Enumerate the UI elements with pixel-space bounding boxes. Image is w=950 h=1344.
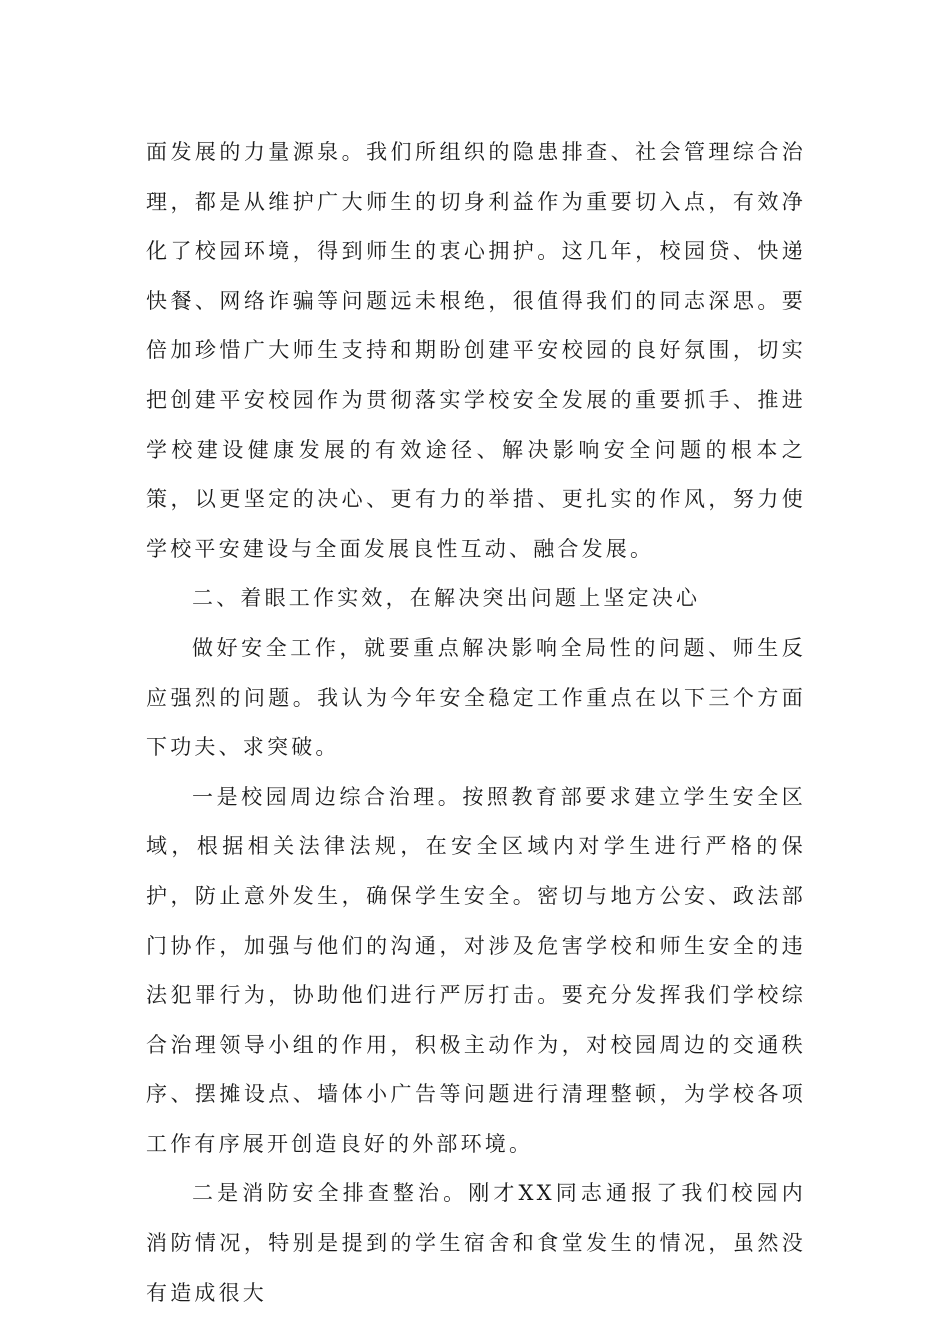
section-heading: 二、着眼工作实效，在解决突出问题上坚定决心	[192, 586, 701, 611]
document-body	[146, 128, 806, 1318]
paragraph-fire-safety: 二是消防安全排查整治。刚才XX同志通报了我们校园内消防情况，特别是提到的学生宿舍和食堂发生的情况，虽然没有造成很大	[146, 1181, 806, 1305]
paragraph-continuation: 面发展的力量源泉。我们所组织的隐患排查、社会管理综合治理，都是从维护广大师生的切身利益作为重要切入点，有效净化了校园环境，得到师生的衷心拥护。这几年，校园贷、快递快餐、网络诈骗等问题远未根绝，很值得我们的同志深思。要倍加珍惜广大师生支持和期盼创建平安校园的良好氛围，切实把创建平安校园作为贯彻落实学校安全发展的重要抓手、推进学校建设健康发展的有效途径、解决影响安全问题的根本之策，以更坚定的决心、更有力的举措、更扎实的作风，努力使学校平安建设与全面发展良性互动、融合发展。	[146, 140, 806, 561]
paragraph-campus-surroundings: 一是校园周边综合治理。按照教育部要求建立学生安全区域，根据相关法律法规，在安全区域内对学生进行严格的保护，防止意外发生，确保学生安全。密切与地方公安、政法部门协作，加强与他们的沟通，对涉及危害学校和师生安全的违法犯罪行为，协助他们进行严厉打击。要充分发挥我们学校综合治理领导小组的作用，积极主动作为，对校园周边的交通秩序、摆摊设点、墙体小广告等问题进行清理整顿，为学校各项工作有序展开创造良好的外部环境。	[146, 784, 806, 1156]
paragraph-focus-intro: 做好安全工作，就要重点解决影响全局性的问题、师生反应强烈的问题。我认为今年安全稳定工作重点在以下三个方面下功夫、求突破。	[146, 635, 806, 760]
